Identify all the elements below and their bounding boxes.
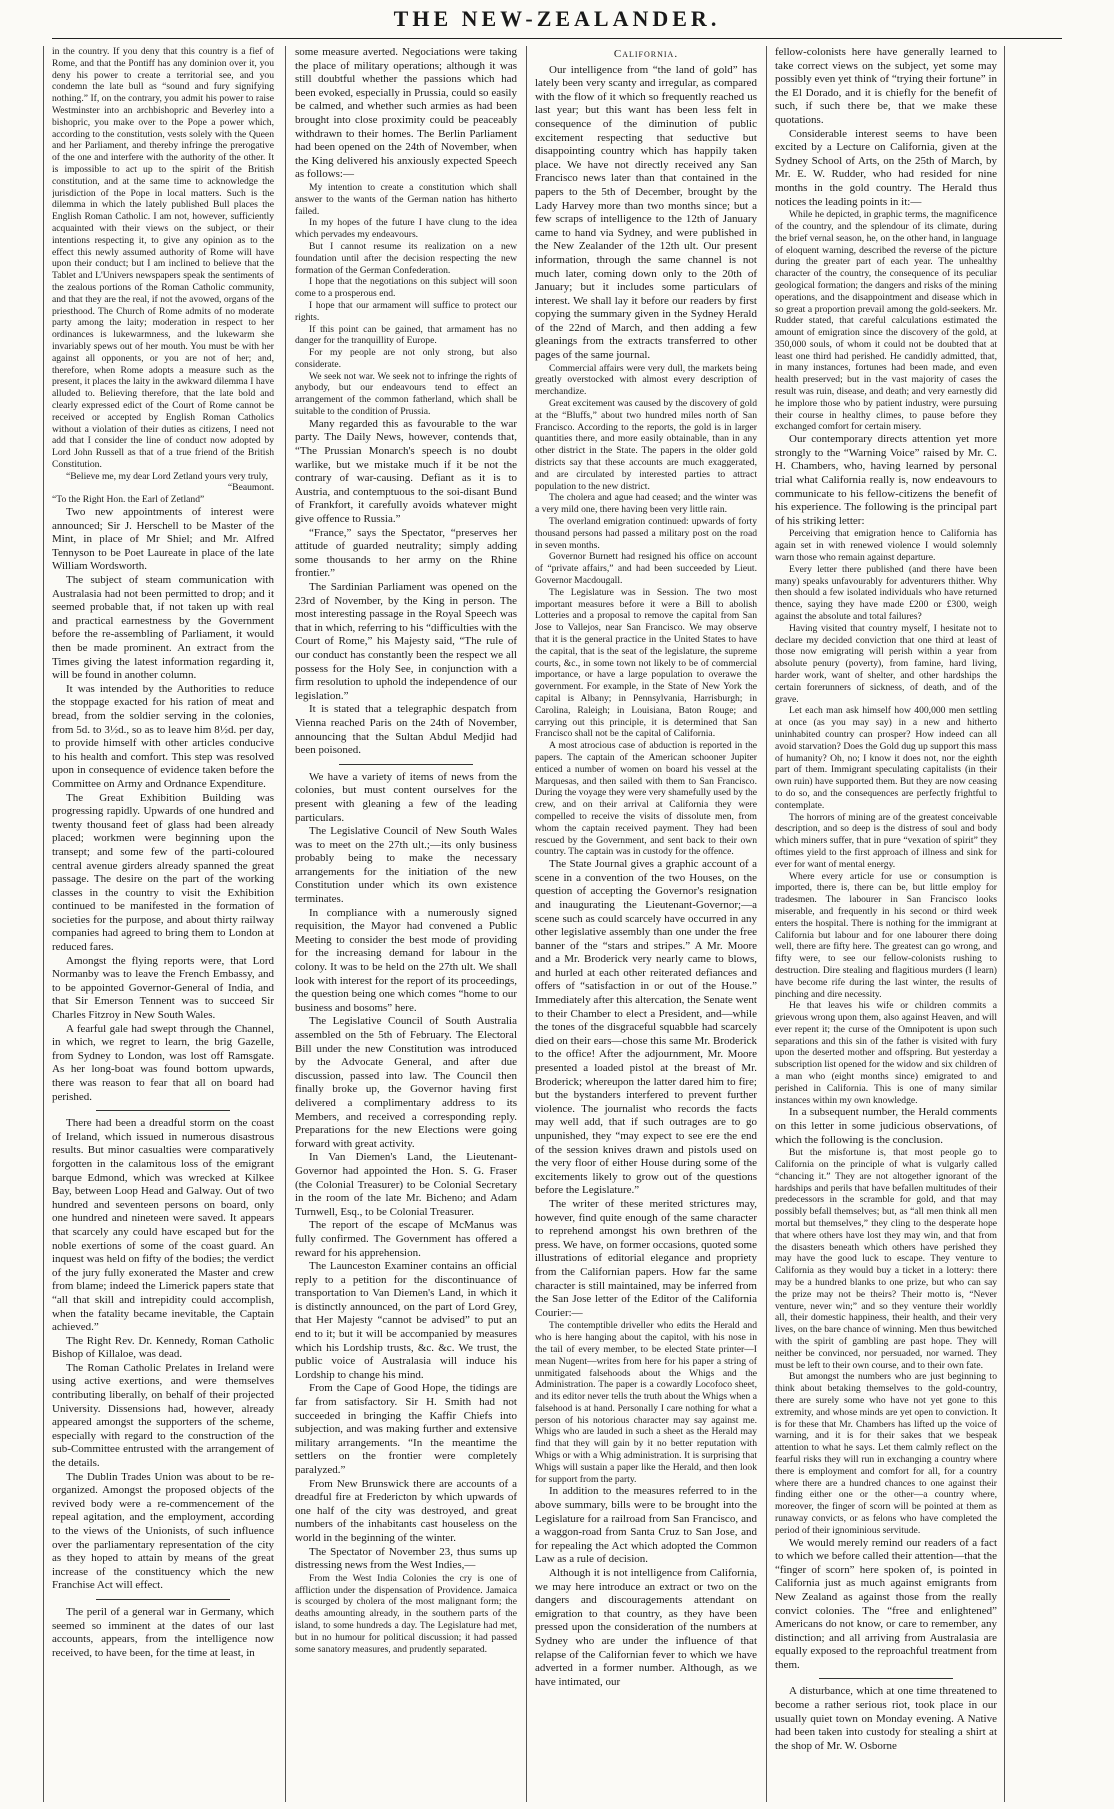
newspaper-title: THE NEW-ZEALANDER. (393, 6, 721, 31)
article-paragraph: The writer of these merited strictures may, however, find quite enough of the same character to reprehend amongst his own brethren of the press. We have, on former occasions, quoted some illustrations of editorial elegance and propriety from the Californian papers. How far the same character is still maintained, may be inferred from the San Jose letter of the Editor of the California Courier:— (535, 1197, 757, 1319)
speech-quote: But I cannot resume its realization on a new foundation until after the decision respecting the new formation of the German Confederation. (295, 240, 517, 276)
masthead-rule (52, 38, 1062, 39)
article-paragraph: The Launceston Examiner contains an official reply to a petition for the discontinuance of transportation to Van Diemen's Land, in which it is distinctly announced, on the part of Lord Grey, that Her Majesty “cannot be advised” to put an end to it; but it will be accompanied by measures which his Lordship trusts, &c. &c. We trust, the public voice of Australasia will induce his Lordship to change his mind. (295, 1260, 517, 1381)
column-rule (1004, 46, 1005, 1802)
column-rule (285, 46, 286, 1802)
article-paragraph: Our contemporary directs attention yet more strongly to the “Warning Voice” raised by Mr. C. H. Chambers, who, having learned by personal trial what California really is, now endeavours to communicate to his fellow-citizens the benefit of his experience. The following is the principal part of his striking letter: (775, 433, 997, 527)
column-2 (295, 46, 517, 1802)
column-4 (775, 46, 997, 1802)
masthead (0, 0, 1114, 40)
letter-quote: Having visited that country myself, I hesitate not to declare my decided conviction that one third at least of those now emigrating will perish within a year from absolute penury (poverty), from famine, hard living, harder work, want of shelter, and other hardships the certain forerunners of sickness, of death, and of the grave. (775, 622, 997, 705)
article-paragraph: A fearful gale had swept through the Channel, in which, we regret to learn, the brig Gazelle, from Sydney to London, was lost off Ramsgate. As her long-boat was found bottom upwards, there was reason to fear that all on board had perished. (52, 1022, 274, 1103)
speech-quote: I hope that the negotiations on this subject will soon come to a prosperous end. (295, 276, 517, 300)
quoted-extract: The overland emigration continued: upwards of forty thousand persons had passed a military post on the road in seven months. (535, 516, 757, 551)
quoted-extract: But amongst the numbers who are just beginning to think about betaking themselves to the gold-country, there are surely some who have not yet gone to this extremity, and whose minds are yet open to conviction. It is for these that Mr. Chambers has lifted up the voice of warning, and it is for their sakes that we bespeak attention to what he says. Let them calmly reflect on the fearful risks they will run in exchanging a country where there is employment and comfort for all, for a country where there are a hundred chances to one against their finding either one or the other—a country where, moreover, the finger of scorn will be pointed at them as runaway convicts, or as felons who have completed the period of their ignominious servitude. (775, 1371, 997, 1536)
column-rule (43, 46, 44, 1802)
quoted-extract: A most atrocious case of abduction is reported in the papers. The captain of the American schooner Jupiter enticed a number of women on board his vessel at the Marquesas, and then sailed with them to San Francisco. During the voyage they were very shamefully used by the crew, and on their arrival at California they were compelled to receive the visits of dissolute men, from whom the captain received payment. They had been rescued by the Government, and sent back to their own country. The captain was in custody for the offence. (535, 740, 757, 858)
letter-quote: Every letter there published (and there have been many) speaks unfavourably for adventurers thither. Why then should a few isolated individuals who have returned thence, saying they have made £200 or £300, weigh against the absolute and total failures? (775, 563, 997, 622)
section-heading: California. (613, 48, 679, 60)
quoted-extract: The contemptible driveller who edits the Herald and who is here hanging about the capitol, with his nose in the tail of every member, to be elected State printer—I mean Nugent—writes from here for his paper a string of unmitigated falsehoods about the Whigs and the Administration. The paper is a cowardly Locofoco sheet, and its editor never tells the truth about the Whigs when a falsehood is at hand. Personally I care nothing for what a person of his notorious character may say against me. Whigs who are lauded in such a sheet as the Herald may find that they will gain by it no better reputation with Whigs or with a Whig administration. It is surprising that Whigs will sustain a paper like the Herald, and then look for support from the party. (535, 1320, 757, 1485)
article-paragraph: In addition to the measures referred to in the above summary, bills were to be brought into the Legislature for a railroad from San Francisco, and a waggon-road from Santa Cruz to San Jose, and for repealing the Act which adopted the Common Law as a rule of decision. (535, 1485, 757, 1566)
article-paragraph: A disturbance, which at one time threatened to become a rather serious riot, took place in our usually quiet town on Monday evening. A Native had been taken into custody for stealing a shirt at the shop of Mr. W. Osborne (775, 1685, 997, 1752)
quoted-extract: Great excitement was caused by the discovery of gold at the “Bluffs,” about two hundred miles north of San Francisco. According to the reports, the gold is in larger quantities there, and more easily obtainable, than in any other district in the State. The papers in the older gold districts say that these accounts are much exaggerated, and are circulated by interested parties to attract population to the new district. (535, 398, 757, 492)
article-paragraph: It was intended by the Authorities to reduce the stoppage exacted for his ration of meat and bread, from the soldier serving in the colonies, from 5d. to 3½d., so as to leave him 8½d. per day, to provide himself with other articles conducive to his health and comfort. This step was resolved upon in consequence of evidence taken before the Committee on Army and Ordnance Expenditure. (52, 682, 274, 790)
letter-quote: Perceiving that emigration hence to California has again set in with renewed violence I would solemnly warn those who remain against departure. (775, 528, 997, 564)
letter-quote: He that leaves his wife or children commits a grievous wrong upon them, also against Heaven, and will ever repent it; the curse of the Omnipotent is upon such separations and this sin of the father is visited with fury upon the deserted mother and offspring. But yesterday a subscription list opened for the widow and six children of a man who (eight months since) emigrated to and perished in California. This is one of many similar instances within my own knowledge. (775, 1000, 997, 1106)
article-paragraph: We would merely remind our readers of a fact to which we before called their attention—that the “finger of scorn” here spoken of, is pointed in California just as much against emigrants from New Zealand as against those from the really convict colonies. The “free and enlightened” Americans do not know, or care to remember, any distinction; and all arriving from Australasia are equally exposed to the reproachful treatment from them. (775, 1536, 997, 1671)
section-divider (339, 764, 472, 765)
quoted-extract: While he depicted, in graphic terms, the magnificence of the country, and the splendour of its climate, during the brief vernal season, he, on the other hand, in language of eloquent warning, described the reverse of the picture during the greater part of each year. The unhealthy character of the country, the consequence of its peculiar geological formation; the dangers and risks of the mining operations, and the disappointment and disease which in so great a proportion prevail among the gold-seekers. Mr. Rudder stated, that careful calculations estimated the amount of emigration since the discovery of the gold, at 350,000 souls, of whom it could not be doubted that at least one third had perished. He candidly admitted, that, in many instances, fortunes had been made, and even health preserved; but in the vast majority of cases the result was ruin, disease, and death; and very earnestly did he implore those who by patient industry, were pursuing their course in healthy climes, to pause before they exchanged comfort for certain misery. (775, 209, 997, 433)
section-divider (96, 1599, 229, 1600)
article-paragraph: The report of the escape of McManus was fully confirmed. The Government has offered a reward for his apprehension. (295, 1219, 517, 1259)
column-1 (52, 46, 274, 1802)
article-paragraph: The Right Rev. Dr. Kennedy, Roman Catholic Bishop of Killaloe, was dead. (52, 1334, 274, 1361)
article-paragraph: Amongst the flying reports were, that Lord Normanby was to leave the French Embassy, and to be appointed Governor-General of India, and that Sir Emerson Tennent was to succeed Sir Charles Fitzroy in New South Wales. (52, 954, 274, 1022)
quoted-extract: But the misfortune is, that most people go to California on the principle of what is vulgarly called “chancing it.” They are not altogether ignorant of the hardships and perils that have befallen multitudes of their predecessors in the scramble for gold, and that may possibly befall themselves; but, as “all men think all men mortal but themselves,” they cling to the desperate hope that where others have lost they may win, and that from the disasters beneath which others have perished they may have the good luck to escape. They venture to California as they would buy a ticket in a lottery: there may be a hundred blanks to one prize, but who can say the prize may not be theirs? Their motto is, “Never venture, never win;” and so they venture their worldly all, their domestic happiness, their health, and their very lives, on the bare chance of winning. Men thus bewitched with the spirit of gambling are past hope. They will neither be convinced, nor persuaded, nor warned. They must be left to their own course, and to their own fate. (775, 1147, 997, 1371)
quoted-extract: From the West India Colonies the cry is one of affliction under the dispensation of Providence. Jamaica is scourged by cholera of the most malignant form; the deaths amounting already, in the southern parts of the island, to some hundreds a day. The Legislature had met, but in no humour for political discussion; it had passed some sanatory measures, and prudently separated. (295, 1572, 517, 1655)
quoted-extract: The Legislature was in Session. The two most important measures before it were a Bill to abolish Lotteries and a proposal to remove the capital from San Jose to Vallejos, near San Francisco. We may observe that it is the general practice in the United States to have the capital, that is the seat of the legislature, the supreme courts, &c., in some town not likely to be of commercial importance, or have a large population to overawe the government. For example, in the State of New York the capital is Albany; in Pennsylvania, Harrisburgh; in Carolina, Raleigh; in Louisiana, Baton Rouge; and carrying out this principle, it is determined that San Francisco shall not be the capital of California. (535, 586, 757, 740)
article-paragraph: The Legislative Council of South Australia assembled on the 5th of February. The Electoral Bill under the new Constitution was introduced by the Advocate General, and after due discussion, passed into law. The Council then finally broke up, the Governor having first delivered a complimentary address to its Members, and received a corresponding reply. Preparations for the new Elections were going forward with great activity. (295, 1015, 517, 1150)
article-paragraph: In compliance with a numerously signed requisition, the Mayor had convened a Public Meeting to consider the best mode of providing for the increasing demand for labour in the colony. It was to be held on the 27th ult. We shall look with interest for the report of its proceedings, the question being one which comes “home to our business and bosoms” here. (295, 906, 517, 1014)
speech-quote: For my people are not only strong, but also considerate. (295, 347, 517, 370)
article-paragraph: The Great Exhibition Building was progressing rapidly. Upwards of one hundred and twenty thousand feet of glass had been already placed; workmen were beginning upon the transept; and some few of the parti-coloured central avenue girders already spanned the great passage. The desire on the part of the working classes in the country to visit the Exhibition continued to be manifested in the formation of societies for the purpose, and about thirty railway companies had agreed to bring them to London at reduced fares. (52, 791, 274, 954)
letter-text: in the country. If you deny that this country is a fief of Rome, and that the Pontiff has any dominion over it, you deny his power to create a territorial see, and you condemn the late bull as “sound and fury signifying nothing.” If, on the contrary, you admit his power to raise Westminster into an archbishopric and Beverley into a bishopric, you make over to the Pope a power which, according to the constitution, vests solely with the Queen and her Parliament, and thereby infringe the prerogative of the one and interfere with the authority of the other. It is impossible to act up to the spirit of the British constitution, and at the same time to acknowledge the jurisdiction of the Pope in local matters. Such is the dilemma in which the lately published Bull places the English Roman Catholic. I am not, however, sufficiently acquainted with their views on the subject, or their intentions respecting it, to give any opinion as to the effect this newly assumed authority of Rome will have upon their conduct; but I am inclined to believe that the Tablet and L'Univers newspapers speak the sentiments of the zealous portions of the Roman Catholic community, and that they are the real, if not the avowed, organs of the priesthood. The Church of Rome admits of no moderate party among the laity; moderation in respect to her ordinances is lukewarmness, and the lukewarm she invariably spews out of her mouth. You must be with her against all opponents, or you are not of her; and, therefore, when Rome adopts a measure such as the present, it places the laity in the awkward dilemma I have alluded to. Believing therefore, that the late bold and clearly expressed edict of the Court of Rome cannot be received or accepted by English Roman Catholics without a violation of their duties as citizens, I need not add that I consider the line of conduct now adopted by Lord John Russell as that of a true friend of the British Constitution. (52, 46, 274, 470)
article-paragraph: The subject of steam communication with Australasia had not been permitted to drop; and it seemed probable that, if not taken up with real and practical earnestness by the Government before the re-assembling of Parliament, it would then be made prominent. An extract from the Times giving the latest information regarding it, will be found in another column. (52, 574, 274, 682)
quoted-extract: Governor Burnett had resigned his office on account of “private affairs,” and had been succeeded by Lieut. Governor Macdougall. (535, 551, 757, 586)
speech-quote: In my hopes of the future I have clung to the idea which pervades my endeavours. (295, 217, 517, 241)
article-paragraph: Two new appointments of interest were announced; Sir J. Herschell to be Master of the Mint, in place of Mr Shiel; and Mr. Alfred Tennyson to be Poet Laureate in place of the late William Wordsworth. (52, 506, 274, 573)
article-paragraph: fellow-colonists here have generally learned to take correct views on the subject, yet some may possibly even yet think of “trying their fortune” in the El Dorado, and it is chiefly for the benefit of such, if such there be, that we make these quotations. (775, 46, 997, 126)
article-paragraph: some measure averted. Negociations were taking the place of military operations; although it was still doubtful whether the passions which had been evoked, especially in Prussia, could so easily be calmed, and whether such armies as had been brought into close proximity could be peaceably withdrawn to their homes. The Berlin Parliament had been opened on the 24th of November, when the King delivered his anxiously expected Speech as follows:— (295, 46, 517, 181)
article-paragraph: Although it is not intelligence from California, we may here introduce an extract or two on the dangers and discouragements attendant on emigration to that country, as they have been pressed upon the consideration of the numbers at Sydney who are under the influence of that relapse of the Californian fever to which we have adverted in a former number. Although, as we have intimated, our (535, 1567, 757, 1688)
article-paragraph: Many regarded this as favourable to the war party. The Daily News, however, contends that, “The Prussian Monarch's speech is no doubt warlike, but we mistake much if it be not the contrary of war-causing. Defiant as it is to Austria, and contemptuous to the soi-disant Bund of Frankfort, it carefully avoids whatever might give offence to Russia.” (295, 417, 517, 526)
column-3 (535, 46, 757, 1802)
letter-quote: The horrors of mining are of the greatest conceivable description, and so deep is the distress of soul and body which miners suffer, that in pure “vexation of spirit” they oftimes yield to the first approach of illness and sink for ever for want of mental energy. (775, 811, 997, 870)
speech-quote: We seek not war. We seek not to infringe the rights of anybody, but our endeavours tend to effect an arrangement of the common fatherland, which shall be suitable to the condition of Prussia. (295, 370, 517, 418)
article-paragraph: From the Cape of Good Hope, the tidings are far from satisfactory. Sir H. Smith had not succeeded in bringing the Kaffir Chiefs into subjection, and was making further and extensive military arrangements. “In the meantime the settlers on the frontier were completely paralyzed.” (295, 1382, 517, 1476)
letter-quote: Where every article for use or consumption is imported, there is, there can be, but little employ for tradesmen. The labourer in San Francisco looks miserable, and frequently in his second or third week enters the hospital. There is nothing for the immigrant at California but labour and for one labourer there doing well, there are fifty here. The greatest can go wrong, and fifty were, to see our fellow-colonists rushing to destruction. Dire stealing and flagitious murders (I learn) have become rife during the last winter, the results of pinching and dire necessity. (775, 870, 997, 1000)
quoted-extract: The cholera and ague had ceased; and the winter was a very mild one, there having been very little rain. (535, 492, 757, 516)
article-paragraph: The peril of a general war in Germany, which seemed so imminent at the dates of our last accounts, appears, from the intelligence now received, to have been, for the time at least, in (52, 1605, 274, 1659)
article-paragraph: The Dublin Trades Union was about to be re-organized. Amongst the proposed objects of the revived body were a re-commencement of the repeal agitation, and the employment, according to the views of the Unionists, of such influence over the parliamentary representation of the city as they hoped to attain by means of the great increase of the constituency which the new Franchise Act will effect. (52, 1470, 274, 1592)
article-paragraph: The State Journal gives a graphic account of a scene in a convention of the two Houses, on the question of accepting the Governor's resignation and inaugurating the Lieutenant-Governor;—a scene such as could scarcely have occurred in any other legislative assembly than one under the free banner of the “stars and stripes.” A Mr. Moore and a Mr. Broderick very nearly came to blows, and hurled at each other reiterated defiances and offers of “satisfaction in or out of the House.” Immediately after this altercation, the Senate went to their Chamber to elect a President, and—while the tones of the disgraceful squabble had scarcely died on their ears—chose this same Mr. Broderick to the office! After the adjournment, Mr. Moore presented a loaded pistol at the breast of Mr. Broderick; whereupon the latter dared him to fire; but the bystanders interfered to prevent further violence. The journalist who records the facts may well add, that if such outrages are to go unpunished, they “may expect to see ere the end of the session knives drawn and pistols used on the very floor of either House during some of the excitements likely to grow out of the questions before the Legislature.” (535, 858, 757, 1197)
speech-quote: I hope that our armament will suffice to protect our rights. (295, 299, 517, 323)
article-paragraph: The Roman Catholic Prelates in Ireland were using active exertions, and were themselves contributing liberally, on behalf of their projected University. Dissensions had, however, already appeared amongst the supporters of the scheme, especially with regard to the construction of the sub-Committee entrusted with the arrangement of the details. (52, 1361, 274, 1470)
article-paragraph: Considerable interest seems to have been excited by a Lecture on California, given at the Sydney School of Arts, on the 25th of March, by Mr. E. W. Rudder, who had resided for nine months in the gold country. The Herald thus notices the leading points in it:— (775, 127, 997, 208)
article-paragraph: There had been a dreadful storm on the coast of Ireland, which issued in numerous disastrous results. But minor casualties were comparatively forgotten in the calamitous loss of the emigrant barque Edmond, which was wrecked at Kilkee Bay, between Loop Head and Galway. Out of two hundred and seventeen persons on board, only one hundred and nineteen were saved. It appears that scarcely any could have escaped but for the noble exertions of some of the coast guard. An inquest was held on fifty of the bodies; the verdict of the jury fully exonerated the Master and crew from blame; indeed the Limerick papers state that “all that skill and intrepidity could accomplish, when the fatality became inevitable, the Captain achieved.” (52, 1117, 274, 1334)
column-rule (526, 46, 527, 1802)
letter-closing: “Believe me, my dear Lord Zetland yours very truly, (66, 470, 268, 482)
section-divider (819, 1678, 952, 1679)
article-paragraph: From New Brunswick there are accounts of a dreadful fire at Fredericton by which upwards of one half of the city was destroyed, and great numbers of the inhabitants cast houseless on the world in the beginning of the winter. (295, 1477, 517, 1544)
article-paragraph: We have a variety of items of news from the colonies, but must content ourselves for the present with gleaning a few of the leading particulars. (295, 770, 517, 824)
quoted-extract: Commercial affairs were very dull, the markets being greatly overstocked with almost every description of merchandize. (535, 362, 757, 398)
article-paragraph: “France,” says the Spectator, “preserves her attitude of guarded neutrality; simply adding some thousands to her army on the Rhine frontier.” (295, 526, 517, 580)
letter-quote: Let each man ask himself how 400,000 men settling at once (as you may say) in a new and hitherto uninhabited country can prosper? How indeed can all avoid starvation? Does the Gold dug up support this mass of humanity? Oh, no; I know it does not, nor the eighth part of them. Immigrant speculating capitalists (in their own ruin) have supported them. But they are now ceasing to do so, and the consequences are perfectly frightful to contemplate. (775, 705, 997, 811)
article-paragraph: In a subsequent number, the Herald comments on this letter in some judicious observations, of which the following is the conclusion. (775, 1106, 997, 1146)
speech-quote: My intention to create a constitution which shall answer to the wants of the German nation has hitherto failed. (295, 181, 517, 217)
column-rule (766, 46, 767, 1802)
letter-addressee: “To the Right Hon. the Earl of Zetland” (52, 494, 205, 506)
article-paragraph: The Sardinian Parliament was opened on the 23rd of November, by the King in person. The most interesting passage in the Royal Speech was that in which, referring to his “difficulties with the Court of Rome,” his Majesty said, “The rule of our conduct has constantly been the respect we all possess for the Holy See, in conjunction with a firm resolution to uphold the independence of our legislation.” (295, 581, 517, 702)
section-divider (96, 1110, 229, 1111)
article-paragraph: The Legislative Council of New South Wales was to meet on the 27th ult.;—its only business probably being to make the necessary arrangements for the initiation of the new Constitution under which its own existence terminates. (295, 825, 517, 906)
article-paragraph: In Van Diemen's Land, the Lieutenant-Governor had appointed the Hon. S. G. Fraser (the Colonial Treasurer) to be Colonial Secretary in the room of the late Mr. Bicheno; and Adam Turnwell, Esq., to be Colonial Treasurer. (295, 1151, 517, 1218)
article-paragraph: Our intelligence from “the land of gold” has lately been very scanty and irregular, as compared with the flow of it which so frequently reached us last year; but this want has been less felt in consequence of the diminution of public excitement respecting that seductive but disappointing country which has happily taken place. We have not directly received any San Francisco news later than that contained in the papers to the 5th of December, brought by the Lady Harvey more than two months since; but a few scraps of intelligence to the 12th of January came to hand via Sydney, and were published in the New Zealander of the 12th ult. Our present information, through the same channel is not much later, coming down only to the 20th of January; but it includes some particulars of interest. We shall lay it before our readers by first copying the summary given in the Sydney Herald of the 22nd of March, and then adding a few gleanings from the extracts transferred to other pages of the same journal. (535, 63, 757, 362)
article-paragraph: The Spectator of November 23, thus sums up distressing news from the West Indies,— (295, 1545, 517, 1572)
speech-quote: If this point can be gained, that armament has no danger for the tranquillity of Europe. (295, 323, 517, 347)
letter-signature: “Beaumont. (227, 482, 274, 494)
article-paragraph: It is stated that a telegraphic despatch from Vienna reached Paris on the 24th of November, announcing that the Sultan Abdul Medjid had been poisoned. (295, 703, 517, 757)
